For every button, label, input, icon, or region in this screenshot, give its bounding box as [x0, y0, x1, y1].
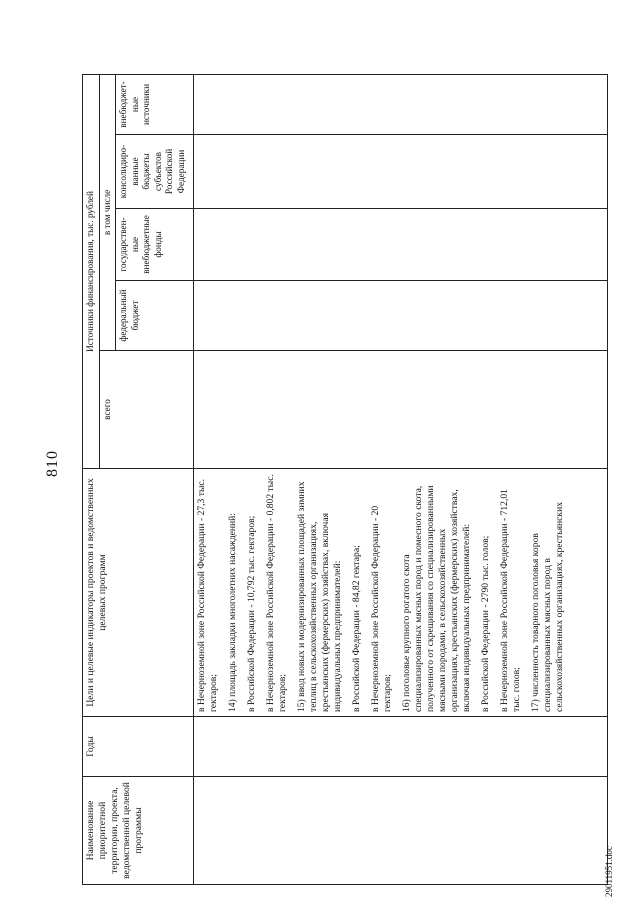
goal-paragraph: в Нечерноземной зоне Российской Федерации - 20 гектаров;: [369, 505, 393, 712]
cell-years: [194, 717, 608, 777]
footer-document-name: 29011951.doc: [604, 846, 614, 897]
goal-paragraph: 15) ввод новых и модернизированных площадей зимних теплиц в сельскохозяйственных организациях, крестьянских (фермерских) хозяйствах, включая индивидуальных предпринимателей:: [295, 481, 343, 712]
cell-state-funds: [194, 209, 608, 281]
cell-name: [194, 777, 608, 885]
header-goals: Цели и целевые индикаторы проектов и ведомственных целевых программ: [83, 469, 194, 717]
goal-paragraph: 16) поголовье крупного рогатого скота специализированных мясных пород и помесного скота, полученного от скрещивания со специализированными мясными породами, в сельскохозяйственных организациях, крестьянских (фермерских) хозяйствах, включая индивидуальных предпринимателей:: [400, 485, 472, 712]
goal-paragraph: в Нечерноземной зоне Российской Федерации - 712,01 тыс. голов;: [498, 489, 522, 712]
goal-paragraph: в Российской Федерации - 10,792 тыс. гектаров;: [245, 515, 257, 712]
header-state-funds: государствен-ные внебюджетные фонды: [116, 209, 194, 281]
body-row: [194, 75, 608, 885]
goal-paragraph: в Нечерноземной зоне Российской Федерации - 0,802 тыс. гектаров;: [264, 474, 288, 712]
cell-total: [194, 351, 608, 469]
header-consolidated: консолидиро-ванные бюджеты субъектов Российской Федерации: [116, 135, 194, 209]
header-name: Наименование приоритетной территории, проекта, ведомственной целевой программы: [83, 777, 194, 885]
cell-consolidated: [194, 135, 608, 209]
header-extrabudget: внебюджет-ные источники: [116, 75, 194, 135]
goal-paragraph: в Российской Федерации - 84,82 гектара;: [350, 545, 362, 712]
header-including: в том числе: [99, 75, 116, 351]
goal-paragraph: в Нечерноземной зоне Российской Федерации - 27,3 тыс. гектаров;: [196, 478, 219, 712]
header-total: всего: [99, 351, 194, 469]
financing-table: [82, 74, 608, 885]
header-sources: Источники финансирования, тыс. рублей: [83, 75, 100, 469]
header-federal: федеральный бюджет: [116, 281, 194, 351]
page-number: 810: [44, 450, 61, 477]
goal-paragraph: 14) площадь закладки многолетних насаждений:: [226, 513, 238, 712]
header-years: Годы: [83, 717, 194, 777]
goal-paragraph: в Российской Федерации - 2790 тыс. голов;: [479, 535, 491, 712]
goal-paragraph: 17) численность товарного поголовья коров специализированных мясных пород в сельскохозяйственных организациях, крестьянских: [529, 502, 565, 712]
cell-extrabudget: [194, 75, 608, 135]
header-row-1: [83, 75, 100, 885]
cell-goals: [194, 469, 608, 717]
cell-federal: [194, 281, 608, 351]
